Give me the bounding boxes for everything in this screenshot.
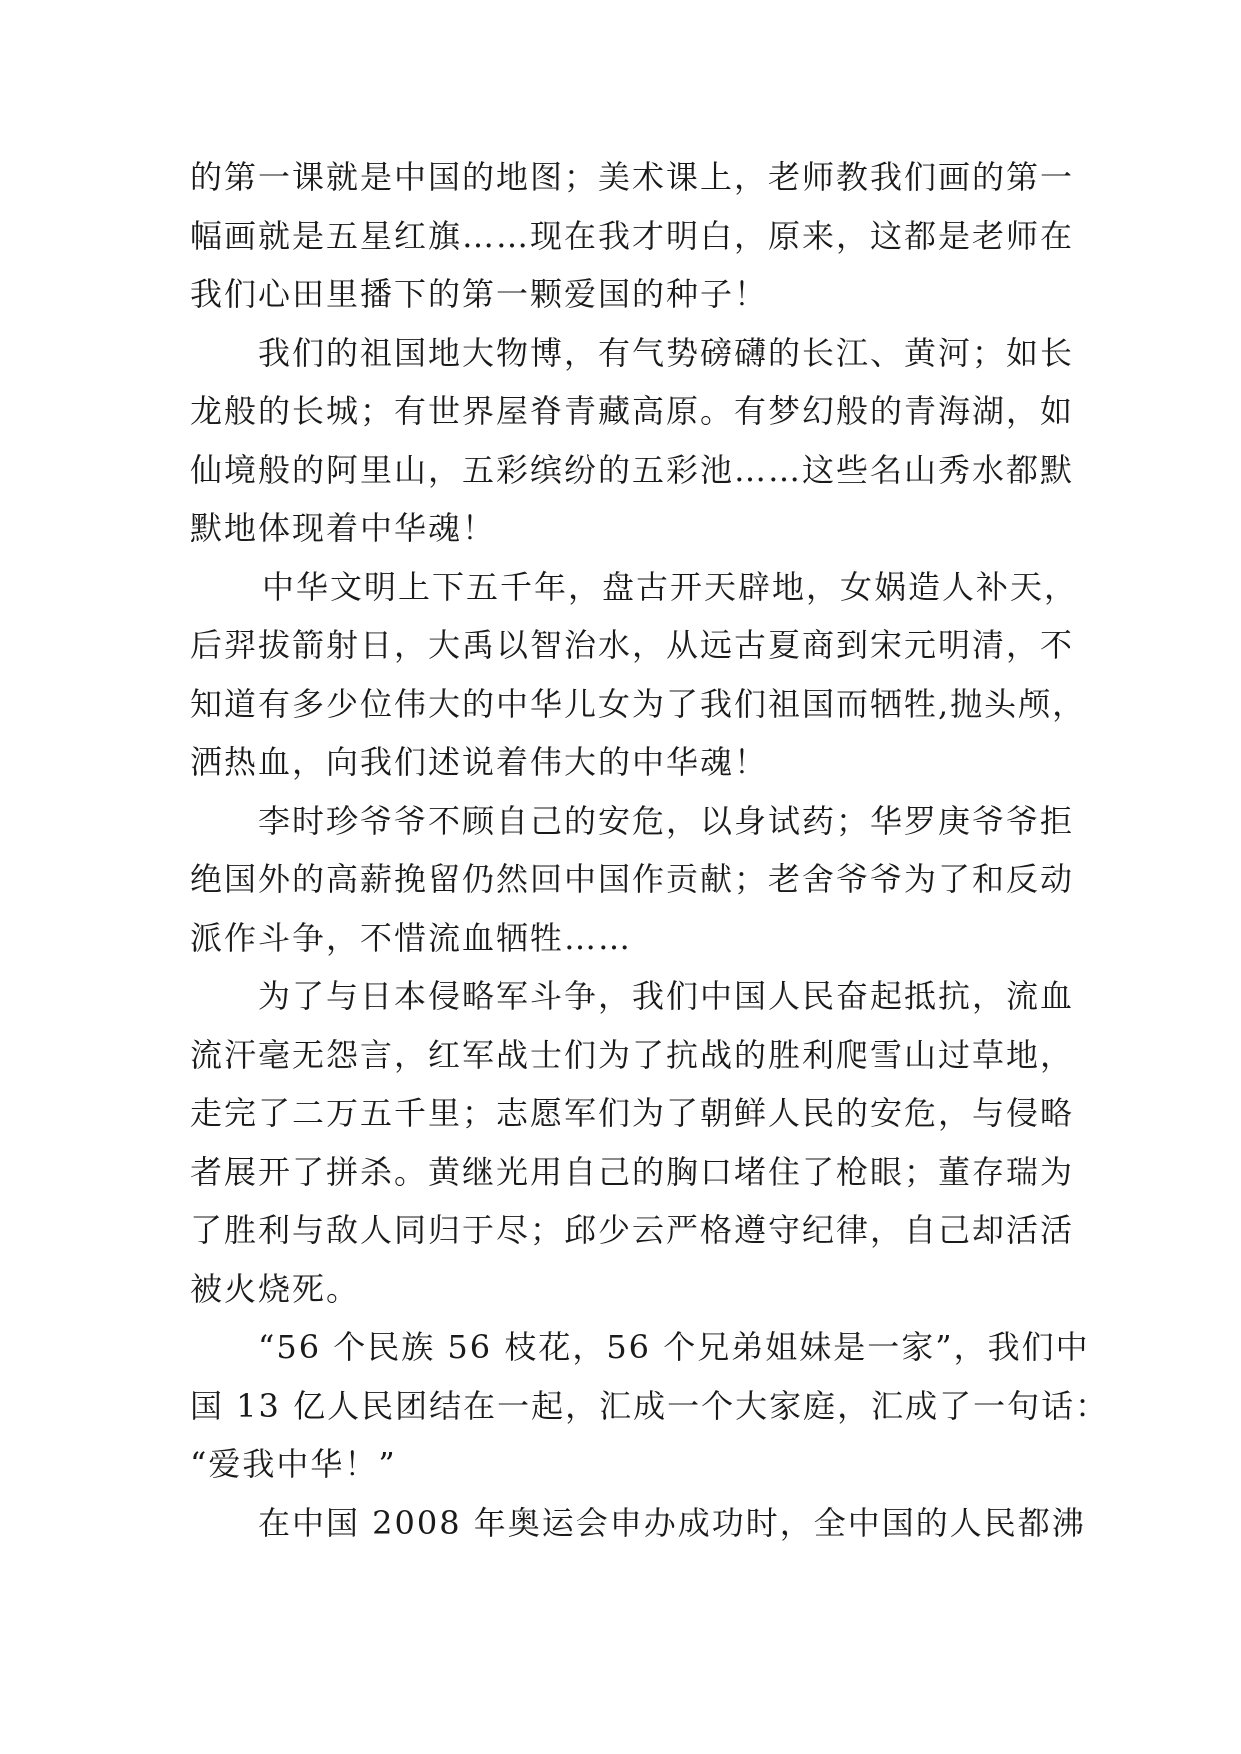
text-line: 洒热血，向我们述说着伟大的中华魂！ <box>190 743 769 781</box>
text-line: 被火烧死。 <box>190 1269 361 1308</box>
text-line: 后羿拔箭射日，大禹以智治水，从远古夏商到宋元明清，不 <box>190 626 1075 664</box>
text-line: 者展开了拼杀。黄继光用自己的胸口堵住了枪眼；董存瑞为 <box>190 1152 1075 1191</box>
paragraph-first-line: “56 个民族 56 枝花，56 个兄弟姐妹是一家”，我们中 <box>258 1328 1090 1366</box>
text-line: 走完了二万五千里；志愿军们为了朝鲜人民的安危，与侵略 <box>190 1094 1075 1132</box>
text-line: 派作斗争，不惜流血牺牲…… <box>190 918 633 957</box>
text-line: 的第一课就是中国的地图；美术课上，老师教我们画的第一 <box>190 158 1075 196</box>
text-line: 幅画就是五星红旗……现在我才明白，原来，这都是老师在 <box>190 216 1075 255</box>
text-line: 绝国外的高薪挽留仍然回中国作贡献；老舍爷爷为了和反动 <box>190 860 1075 898</box>
text-line: 国 13 亿人民团结在一起，汇成一个大家庭，汇成了一句话： <box>190 1386 1110 1425</box>
text-line: 仙境般的阿里山，五彩缤纷的五彩池……这些名山秀水都默 <box>190 450 1075 489</box>
paragraph-first-line: 为了与日本侵略军斗争，我们中国人民奋起抵抗，流血 <box>258 977 1075 1015</box>
paragraph-first-line: 中华文明上下五千年，盘古开天辟地，女娲造人补天， <box>262 567 1079 606</box>
text-line: “爱我中华！” <box>190 1445 397 1483</box>
text-line: 默地体现着中华魂！ <box>190 509 497 547</box>
paragraph-first-line: 李时珍爷爷不顾自己的安危，以身试药；华罗庚爷爷拒 <box>258 801 1075 840</box>
paragraph-first-line: 我们的祖国地大物博，有气势磅礴的长江、黄河；如长 <box>258 333 1075 372</box>
document-body <box>190 148 1110 1552</box>
paragraph-first-line: 在中国 2008 年奥运会申办成功时，全中国的人民都沸 <box>258 1503 1086 1542</box>
text-line: 龙般的长城；有世界屋脊青藏高原。有梦幻般的青海湖，如 <box>190 392 1075 430</box>
text-line: 知道有多少位伟大的中华儿女为了我们祖国而牺牲,抛头颅， <box>190 684 1087 723</box>
text-line: 流汗毫无怨言，红军战士们为了抗战的胜利爬雪山过草地， <box>190 1035 1075 1074</box>
text-line: 了胜利与敌人同归于尽；邱少云严格遵守纪律，自己却活活 <box>190 1211 1075 1249</box>
text-line: 我们心田里播下的第一颗爱国的种子！ <box>190 275 769 313</box>
